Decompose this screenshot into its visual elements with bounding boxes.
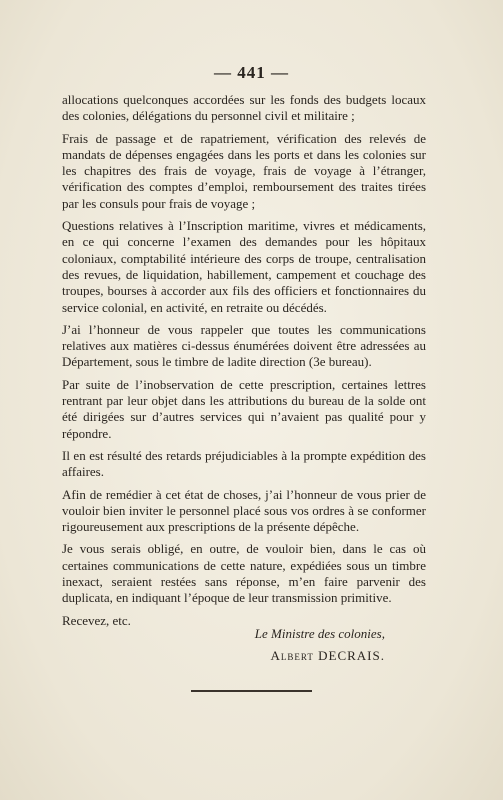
signature-first-name: Albert	[270, 648, 314, 663]
paragraph-8: Je vous serais obligé, en outre, de vouloir bien, dans le cas où certaines communications de cette nature, expédiées sous un timbre inexact, seraient restées sans réponse, m’en faire parvenir des duplicata, en indiquant l’époque de leur transmission primitive.	[62, 541, 426, 606]
body-text	[62, 92, 426, 635]
paragraph-4: J’ai l’honneur de vous rappeler que toutes les communications relatives aux matières ci-dessus énumérées doivent être adressées au Département, sous le timbre de ladite direction (3e bureau).	[62, 321, 426, 370]
signature-last-name: DECRAIS.	[318, 648, 385, 663]
closing-line: Recevez, etc.	[62, 612, 131, 628]
paragraph-3: Questions relatives à l’Inscription maritime, vivres et médicaments, en ce qui concerne l’examen des demandes pour les hôpitaux coloniaux, comptabilité intérieure des corps de troupe, centralisation des revues, de liquidation, habillement, campement et couchage des troupes, bourses à accorder aux fils des officiers et fonctionnaires du service colonial, en activité, en retraite ou décédés.	[62, 218, 426, 315]
signature-title: Le Ministre des colonies,	[254, 626, 385, 641]
paragraph-2: Frais de passage et de rapatriement, vérification des relevés de mandats de dépenses engagées dans les ports et dans les colonies sur les chapitres des frais de voyage, frais de voyage à l’étranger, vérification des comptes d’emploi, remboursement des traites tirées par les consuls pour frais de voyage ;	[62, 130, 426, 211]
signature-name	[0, 648, 385, 664]
closing-rule	[191, 690, 312, 692]
paragraph-1: allocations quelconques accordées sur les fonds des budgets locaux des colonies, délégations du personnel civil et militaire ;	[62, 92, 426, 124]
paragraph-7: Afin de remédier à cet état de choses, j’ai l’honneur de vous prier de vouloir bien inviter le personnel placé sous vos ordres à se conformer rigoureusement aux prescriptions de la présente dépêche.	[62, 486, 426, 535]
paragraph-6: Il en est résulté des retards préjudiciables à la prompte expédition des affaires.	[62, 447, 426, 480]
page-number: — 441 —	[214, 63, 289, 82]
paragraph-5: Par suite de l’inobservation de cette prescription, certaines lettres rentrant par leur objet dans les attributions du bureau de la solde ont été dirigées sur d’autres services qui n’avaient pas qualité pour y répondre.	[62, 376, 426, 441]
